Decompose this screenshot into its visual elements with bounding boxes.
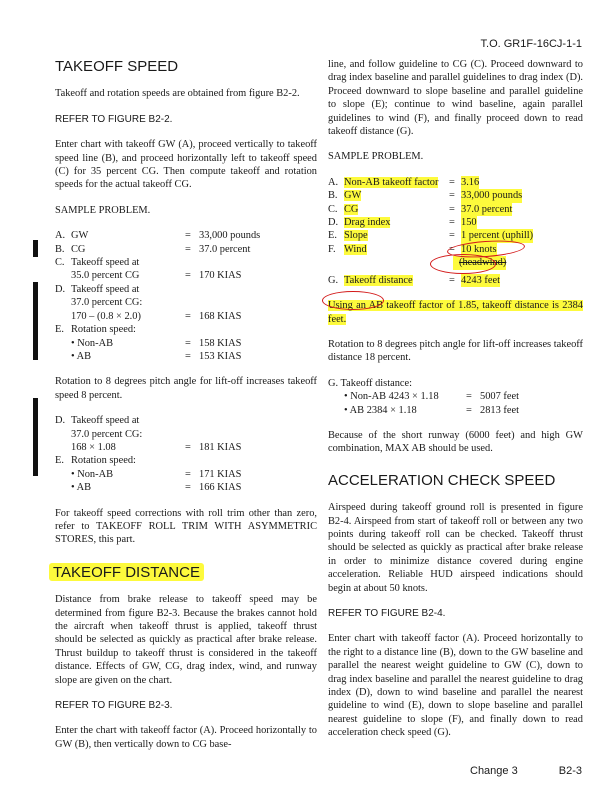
sample-row: • AB = 166 KIAS (71, 482, 242, 494)
takeoff-distance-calc (328, 377, 583, 417)
paragraph: For takeoff speed corrections with roll trim other than zero, refer to TAKEOFF ROLL TRIM WITH ASYMMETRIC STORES, this part. (55, 507, 317, 546)
sample-row: B. GW = 33,000 pounds (328, 190, 523, 202)
section-title-takeoff-distance: TAKEOFF DISTANCE (49, 563, 204, 581)
calc-row: • Non-AB 4243 × 1.18 = 5007 feet (344, 391, 519, 403)
paragraph: Because of the short runway (6000 feet) and high GW combination, MAX AB should be used. (328, 429, 583, 455)
ab-takeoff-note: Using an AB takeoff factor of 1.85, takeoff distance is 2384 feet. (328, 300, 583, 325)
sample-row: • Non-AB = 171 KIAS (71, 468, 242, 480)
paragraph: Distance from brake release to takeoff speed may be determined from figure B2-3. Because the brakes cannot hold the aircraft when takeoff thrust is applied, takeoff thrust should be selected as quickly as practical after brake release. Thrust buildup to takeoff thrust is considered in the takeoff distance. Effects of GW, CG, drag index, wind, and runway slope are given on the chart. (55, 594, 317, 686)
sample-row: E. Rotation speed: (55, 324, 136, 336)
sample-row: 168 × 1.08 = 181 KIAS (71, 441, 242, 453)
ink-circle-takeoff-distance (430, 254, 496, 274)
calc-row: • AB 2384 × 1.18 = 2813 feet (344, 404, 519, 416)
change-bar (33, 282, 38, 360)
sample-row: E. Rotation speed: (55, 455, 136, 467)
paragraph: Takeoff and rotation speeds are obtained from figure B2-2. (55, 88, 300, 100)
paragraph: Enter the chart with takeoff factor (A). Proceed horizontally to GW (B), then vertically down to CG base- (55, 725, 317, 750)
section-title-acceleration-check: ACCELERATION CHECK SPEED (328, 471, 556, 489)
doc-id: T.O. GR1F-16CJ-1-1 (480, 38, 582, 50)
sample-row: C. Takeoff speed at (55, 257, 140, 269)
paragraph: Enter chart with takeoff GW (A), proceed vertically to takeoff speed line (B), and proceed horizontally left to takeoff speed (C) for 35 percent CG. Then compute takeoff and rotation speeds for the actual takeoff CG. (55, 139, 317, 191)
left-column (55, 60, 317, 751)
sample-row: A. Non-AB takeoff factor = 3.16 (328, 176, 480, 188)
sample-row: F. Wind = 10 knots (328, 243, 497, 255)
sample-row: 35.0 percent CG = 170 KIAS (71, 270, 242, 282)
ink-circle-2384 (322, 291, 384, 310)
paragraph: Airspeed during takeoff ground roll is presented in figure B2-4. Airspeed from start of takeoff roll or between any two points during takeoff roll can be checked. Takeoff thrust should be selected as quickly as practical after brake release in order to minimize distance covered during engine acceleration. Reliable HUD airspeed indications should begin at about 50 knots. (328, 502, 583, 594)
paragraph: Rotation to 8 degrees pitch angle for lift-off increases takeoff distance 18 percent. (328, 338, 583, 364)
figure-reference: REFER TO FIGURE B2-4. (328, 608, 446, 619)
right-column (328, 58, 583, 740)
sample-row: C. CG = 37.0 percent (328, 203, 513, 215)
calc-heading: G. Takeoff distance: (328, 377, 413, 389)
sample-row: 170 – (0.8 × 2.0) = 168 KIAS (71, 310, 242, 322)
change-bar (33, 398, 38, 476)
sample-row: D. Takeoff speed at (55, 415, 140, 427)
change-bar (33, 240, 38, 257)
paragraph: line, and follow guideline to CG (C). Proceed downward to drag index baseline and parallel guidelines to drag index (D). Proceed downward to slope baseline and parallel guideline to slope (E); continue to wind baseline, again parallel guidelines to wind (F), and finally proceed down to read takeoff distance (G). (328, 59, 583, 138)
figure-reference: REFER TO FIGURE B2-2. (55, 113, 173, 125)
sample-problem-label: SAMPLE PROBLEM. (55, 204, 151, 216)
sample-row: D. Takeoff speed at (55, 283, 140, 295)
sample-row: D. Drag index = 150 (328, 217, 477, 229)
sample-row: 37.0 percent CG: (71, 428, 143, 440)
section-title-takeoff-speed: TAKEOFF SPEED (55, 58, 179, 75)
sample-list-speed (55, 229, 317, 363)
sample-row: 37.0 percent CG: (71, 297, 143, 309)
sample-row: B. CG = 37.0 percent (55, 243, 251, 255)
paragraph: Rotation to 8 degrees pitch angle for lift-off increases takeoff speed 8 percent. (55, 376, 317, 401)
section-title-wrapper (49, 563, 317, 581)
sample-row: • AB = 153 KIAS (71, 350, 242, 362)
figure-reference: REFER TO FIGURE B2-3. (55, 700, 173, 712)
page-number: B2-3 (558, 764, 582, 777)
sample-row: • Non-AB = 158 KIAS (71, 337, 242, 349)
paragraph: Enter chart with takeoff factor (A). Proceed horizontally to the right to a distance line (B), down to the GW baseline and parallel the nearest weight guideline to GW (C), down to drag index baseline and parallel the nearest guideline to drag index (D), down to wind baseline and parallel the nearest guideline to wind (E), down to slope baseline and parallel nearest guideline to slope (F), and finally down to read acceleration check speed (G). (328, 633, 583, 739)
sample-row: E. Slope = 1 percent (uphill) (328, 230, 534, 242)
sample-row: A. GW = 33,000 pounds (55, 230, 261, 242)
change-label: Change 3 (470, 764, 518, 777)
sample-row: (headwind) (328, 256, 583, 269)
sample-problem-label: SAMPLE PROBLEM. (328, 151, 424, 163)
sample-row: G. Takeoff distance = 4243 feet (328, 274, 500, 286)
sample-list-rotation (55, 414, 317, 494)
